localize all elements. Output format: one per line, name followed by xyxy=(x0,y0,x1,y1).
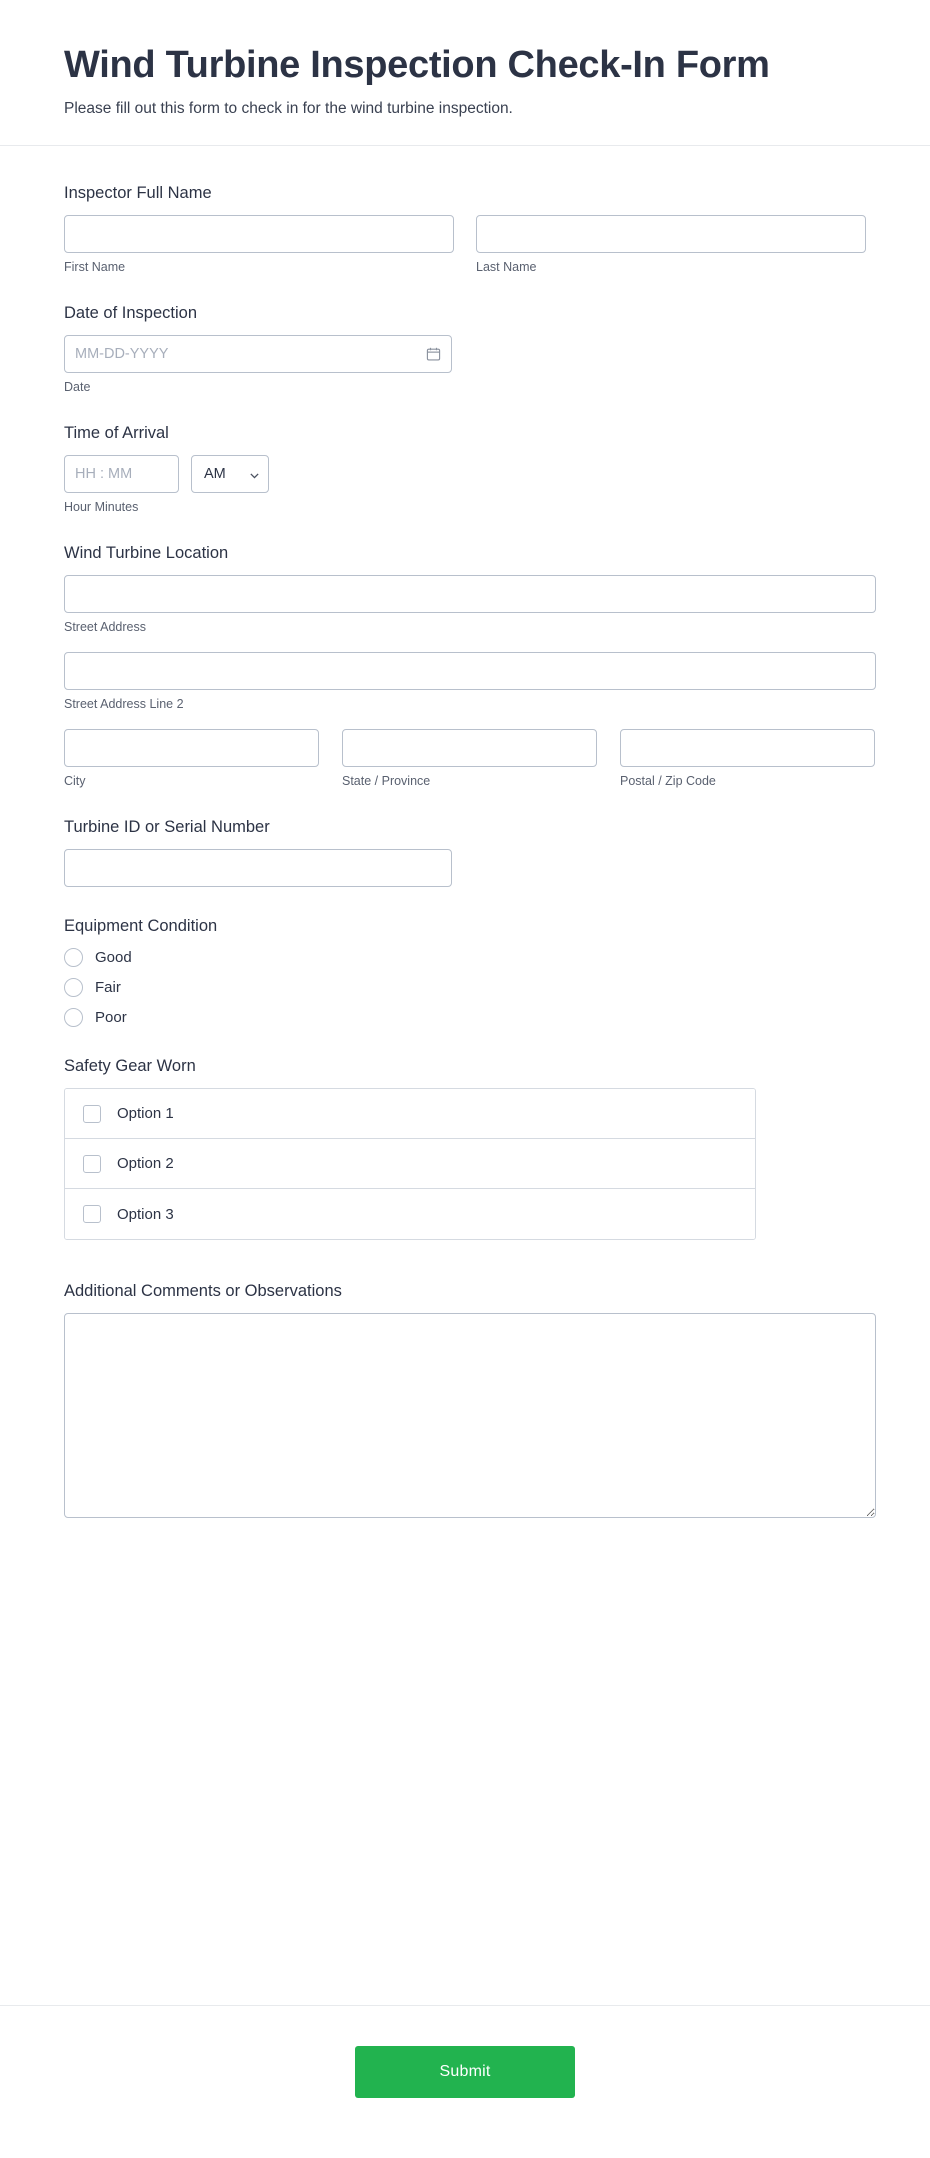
street-address-sublabel: Street Address xyxy=(64,620,146,635)
checkbox-label: Option 3 xyxy=(117,1205,174,1223)
comments-label: Additional Comments or Observations xyxy=(64,1282,342,1301)
checkbox-icon xyxy=(83,1105,101,1123)
field-turbine-id xyxy=(64,818,866,887)
radio-option-fair[interactable] xyxy=(64,978,866,997)
radio-icon xyxy=(64,948,83,967)
page-subtitle: Please fill out this form to check in for the wind turbine inspection. xyxy=(64,99,513,117)
ampm-select[interactable] xyxy=(191,455,269,493)
checkbox-option-3[interactable] xyxy=(65,1189,755,1239)
inspector-name-row xyxy=(64,215,866,274)
zip-sublabel: Postal / Zip Code xyxy=(620,774,716,789)
street-address-2-sublabel: Street Address Line 2 xyxy=(64,697,184,712)
radio-option-poor[interactable] xyxy=(64,1008,866,1027)
date-input-wrapper xyxy=(64,335,452,373)
page-title: Wind Turbine Inspection Check-In Form xyxy=(64,44,770,86)
first-name-input[interactable] xyxy=(64,215,454,253)
city-input[interactable] xyxy=(64,729,319,767)
city-group xyxy=(64,729,319,788)
field-date-of-inspection xyxy=(64,304,866,394)
ampm-selected-value: AM xyxy=(204,466,226,483)
state-group xyxy=(342,729,597,788)
last-name-input[interactable] xyxy=(476,215,866,253)
radio-label: Good xyxy=(95,949,132,967)
street-address-input[interactable] xyxy=(64,575,876,613)
date-label: Date of Inspection xyxy=(64,304,197,323)
first-name-group xyxy=(64,215,454,274)
zip-input[interactable] xyxy=(620,729,875,767)
city-sublabel: City xyxy=(64,774,86,789)
location-label: Wind Turbine Location xyxy=(64,544,229,563)
last-name-sublabel: Last Name xyxy=(476,260,537,275)
comments-textarea[interactable] xyxy=(64,1313,876,1518)
time-input[interactable] xyxy=(64,455,179,493)
last-name-group xyxy=(476,215,866,274)
checkbox-icon xyxy=(83,1205,101,1223)
time-label: Time of Arrival xyxy=(64,424,169,443)
field-additional-comments xyxy=(64,1282,866,1518)
time-sublabel: Hour Minutes xyxy=(64,500,139,515)
date-sublabel: Date xyxy=(64,380,91,395)
safety-gear-options-list xyxy=(64,1088,756,1240)
first-name-sublabel: First Name xyxy=(64,260,126,275)
turbine-id-label: Turbine ID or Serial Number xyxy=(64,818,270,837)
safety-gear-label: Safety Gear Worn xyxy=(64,1057,196,1076)
street-address-2-input[interactable] xyxy=(64,652,876,690)
checkbox-icon xyxy=(83,1155,101,1173)
street-address-2-group xyxy=(64,652,866,711)
field-wind-turbine-location xyxy=(64,544,866,788)
state-sublabel: State / Province xyxy=(342,774,431,789)
zip-group xyxy=(620,729,875,788)
turbine-id-input[interactable] xyxy=(64,849,452,887)
checkbox-label: Option 2 xyxy=(117,1155,174,1173)
radio-label: Fair xyxy=(95,979,121,997)
radio-icon xyxy=(64,1008,83,1027)
date-input[interactable] xyxy=(64,335,452,373)
time-row xyxy=(64,455,866,493)
street-address-group xyxy=(64,575,866,634)
field-inspector-full-name xyxy=(64,184,866,274)
form-body xyxy=(0,146,930,1985)
radio-label: Poor xyxy=(95,1009,127,1027)
form-header xyxy=(0,0,930,146)
radio-option-good[interactable] xyxy=(64,948,866,967)
chevron-down-icon xyxy=(249,469,260,480)
city-state-zip-row xyxy=(64,729,876,788)
form-footer xyxy=(0,2005,930,2158)
checkbox-label: Option 1 xyxy=(117,1105,174,1123)
inspector-name-label: Inspector Full Name xyxy=(64,184,212,203)
field-safety-gear-worn xyxy=(64,1057,866,1240)
field-equipment-condition xyxy=(64,917,866,1027)
state-input[interactable] xyxy=(342,729,597,767)
checkbox-option-2[interactable] xyxy=(65,1139,755,1189)
checkbox-option-1[interactable] xyxy=(65,1089,755,1139)
radio-icon xyxy=(64,978,83,997)
submit-button[interactable]: Submit xyxy=(355,2046,575,2098)
field-time-of-arrival xyxy=(64,424,866,514)
equipment-condition-label: Equipment Condition xyxy=(64,917,218,936)
